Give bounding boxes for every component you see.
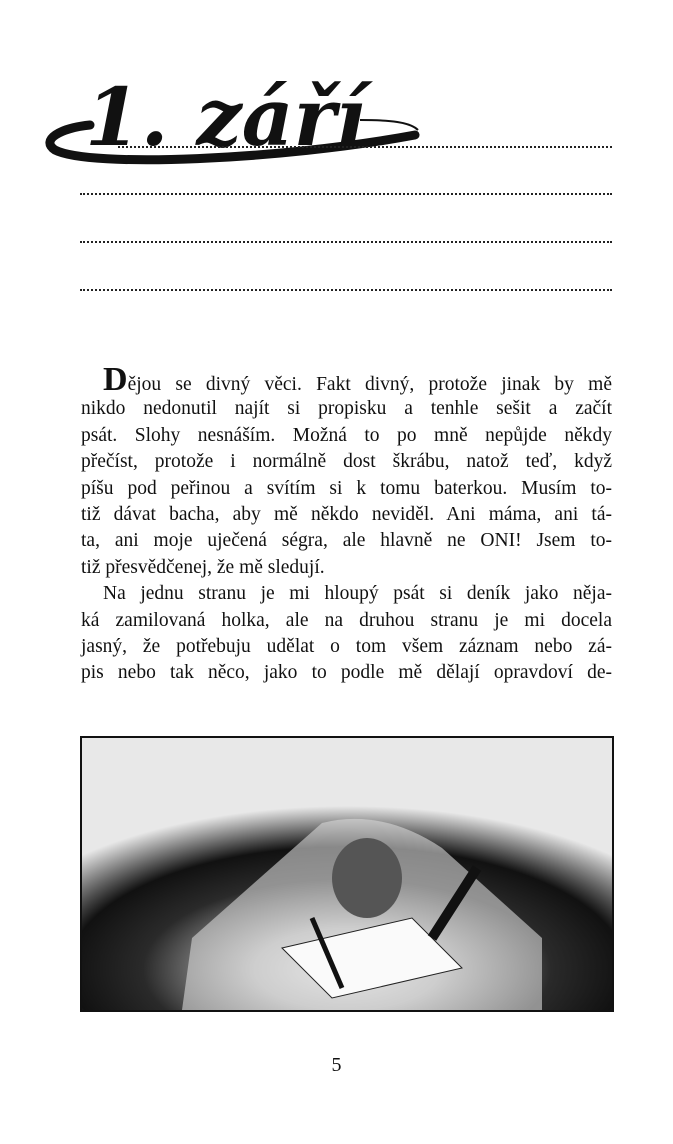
text-line: ta, ani moje uječená ségra, ale hlavně ne ONI! Jsem to- [81, 530, 612, 552]
text-line: Dějou se divný věci. Fakt divný, protože jinak by mě [103, 361, 612, 398]
dotted-line [80, 289, 612, 291]
text-line: jasný, že potřebuju udělat o tom všem záznam nebo zá- [81, 635, 612, 657]
text-line: ká zamilovaná holka, ale na druhou stranu je mi docela [81, 609, 612, 631]
text-line: psát. Slohy nesnáším. Možná to po mně nepůjde někdy [81, 424, 612, 446]
text-line: přečíst, protože i normálně dost škrábu, natož teď, když [81, 451, 612, 473]
body-text [81, 361, 612, 687]
dotted-line [80, 193, 612, 195]
text-line: pis nebo tak něco, jako to podle mě dělají opravdoví de- [81, 662, 612, 684]
dotted-line [80, 241, 612, 243]
text-line: píšu pod peřinou a svítím si k tomu baterkou. Musím to- [81, 477, 612, 499]
handwritten-date-heading [30, 50, 430, 180]
page-number: 5 [331, 1054, 342, 1076]
text-line: tiž přesvědčenej, že mě sledují. [81, 556, 325, 578]
drop-cap: D [103, 361, 128, 398]
dotted-line [118, 146, 612, 148]
text-line: nikdo nedonutil najít si propisku a tenhle sešit a začít [81, 398, 612, 420]
illustration-boy-writing-under-blanket [80, 736, 614, 1012]
svg-text:1. září: 1. září [85, 70, 367, 164]
text-line: Na jednu stranu je mi hloupý psát si deník jako něja- [103, 583, 612, 605]
text-line: tiž dávat bacha, aby mě někdo neviděl. Ani máma, ani tá- [81, 503, 612, 525]
